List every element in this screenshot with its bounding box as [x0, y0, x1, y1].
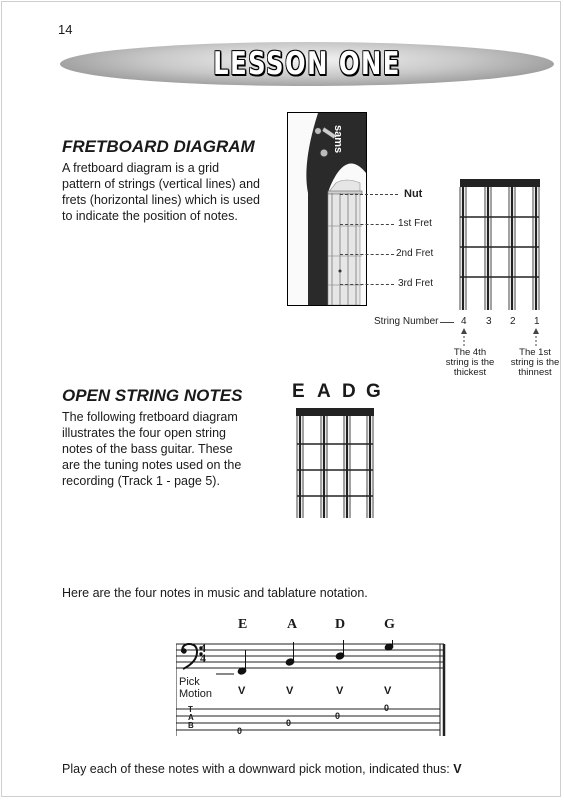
note-heads — [216, 640, 394, 675]
thickness-arrows — [458, 328, 544, 348]
open-string-d: D — [342, 381, 357, 402]
open-strings-line: illustrates the four open string — [62, 426, 226, 440]
footer-pick-symbol: V — [453, 762, 462, 776]
headstock-brand: sams — [332, 125, 344, 154]
fret3-label: 3rd Fret — [398, 278, 434, 289]
fretboard-diagram-open-strings — [294, 406, 376, 520]
thickest-line: string is the — [445, 357, 495, 368]
pick-label-line: Motion — [179, 688, 213, 700]
fretboard-line: A fretboard diagram is a grid — [62, 161, 220, 175]
string-number-arrow — [440, 322, 454, 323]
tab-letter-b: B — [188, 721, 194, 730]
pick-label-line: Pick — [179, 676, 200, 688]
tab-digit-a: 0 — [286, 718, 292, 728]
pick-symbol-2: V — [286, 685, 294, 697]
pick-motion-label — [179, 676, 212, 700]
time-signature-bottom: 4 — [200, 651, 206, 665]
staff-lines — [176, 641, 444, 668]
thickest-line: thickest — [453, 367, 487, 378]
open-string-e: E — [292, 381, 306, 402]
open-strings-line: notes of the bass guitar. These — [62, 442, 233, 456]
open-string-a: A — [317, 381, 332, 402]
tab-digit-e: 0 — [237, 726, 243, 736]
nut-bar — [460, 179, 540, 187]
string-number-3: 3 — [486, 316, 492, 327]
pick-symbol-3: V — [336, 685, 344, 697]
thinnest-line: thinnest — [518, 367, 552, 378]
pick-motion-footer — [62, 762, 462, 776]
fretboard-line: pattern of strings (vertical lines) and — [62, 177, 261, 191]
note-name-g: G — [384, 617, 395, 632]
page-number: 14 — [58, 22, 73, 37]
string-number-1: 1 — [534, 316, 540, 327]
fret1-label: 1st Fret — [398, 218, 432, 229]
thinnest-note — [506, 348, 564, 378]
nut-arrow — [340, 194, 398, 195]
open-strings-line: recording (Track 1 - page 5). — [62, 474, 220, 488]
time-signature-top: 4 — [200, 641, 206, 655]
fretboard-line: frets (horizontal lines) which is used — [62, 193, 260, 207]
thinnest-line: The 1st — [519, 347, 551, 358]
thinnest-line: string is the — [510, 357, 560, 368]
tab-letter-t: T — [188, 705, 193, 714]
fretboard-heading: FRETBOARD DIAGRAM — [62, 137, 255, 156]
note-name-e: E — [238, 617, 248, 632]
note-name-d: D — [335, 617, 346, 632]
bass-headstock-photo — [287, 112, 367, 306]
nut-label: Nut — [404, 188, 423, 200]
fret2-label: 2nd Fret — [396, 248, 434, 259]
notation-intro: Here are the four notes in music and tablature notation. — [62, 586, 368, 600]
tab-digit-d: 0 — [335, 711, 341, 721]
tab-letter-a: A — [188, 713, 194, 722]
footer-text: Play each of these notes with a downward pick motion, indicated thus: — [62, 762, 454, 776]
string-number-4: 4 — [461, 316, 467, 327]
pick-symbol-1: V — [238, 685, 246, 697]
tab-staff-lines — [176, 709, 440, 730]
headstock-illustration — [288, 113, 366, 305]
fret3-arrow — [340, 284, 394, 285]
fretboard-description — [62, 160, 260, 224]
pick-symbol-4: V — [384, 685, 392, 697]
music-staff — [176, 640, 446, 740]
thickest-note — [441, 348, 499, 378]
fretboard-line: to indicate the position of notes. — [62, 209, 238, 223]
tab-letters — [188, 706, 194, 730]
fretboard-diagram-large — [455, 176, 545, 312]
string-number-2: 2 — [510, 316, 516, 327]
thickest-line: The 4th — [453, 347, 487, 358]
open-strings-description — [62, 409, 260, 489]
open-strings-line: The following fretboard diagram — [62, 410, 238, 424]
time-signature — [200, 643, 206, 663]
string-number-label: String Number — [374, 316, 439, 327]
tab-digit-g: 0 — [384, 703, 390, 713]
open-string-g: G — [366, 381, 382, 402]
open-strings-heading: OPEN STRING NOTES — [62, 386, 243, 405]
lesson-title: LESSON ONE — [213, 46, 401, 82]
fret2-arrow — [340, 254, 394, 255]
open-strings-line: are the tuning notes used on the — [62, 458, 242, 472]
fret1-arrow — [340, 224, 394, 225]
note-name-a: A — [287, 617, 298, 632]
